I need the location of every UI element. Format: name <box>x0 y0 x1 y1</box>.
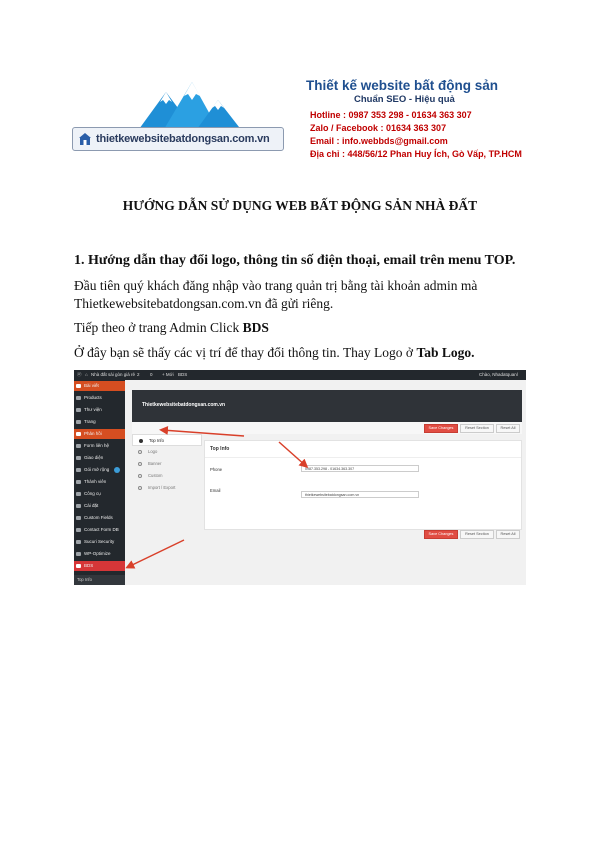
paragraph-tab-logo: Ở đây bạn sẽ thấy các vị trí để thay đổi thông tin. Thay Logo ở Tab Logo. <box>74 345 475 360</box>
bds-emphasis: BDS <box>242 320 269 335</box>
wordpress-icon[interactable]: ⓦ <box>77 372 82 377</box>
paragraph-admin-click: Tiếp theo ở trang Admin Click BDS <box>74 320 269 335</box>
sidebar-item[interactable]: Custom Fields <box>74 513 125 523</box>
save-changes-button-bottom[interactable]: Save Changes <box>424 530 458 539</box>
comments-count[interactable]: 0 <box>150 372 153 377</box>
sidebar-item[interactable]: Công cụ <box>74 489 125 499</box>
header-hotline: Hotline : 0987 353 298 - 01634 363 307 <box>310 110 472 120</box>
site-badge <box>72 127 284 151</box>
phone-label: Phone <box>210 467 223 472</box>
tab-logo[interactable]: Logo <box>132 446 202 458</box>
tab-banner[interactable]: Banner <box>132 458 202 470</box>
section-heading: 1. Hướng dẫn thay đổi logo, thông tin số điện thoại, email trên menu TOP. <box>74 253 516 268</box>
annotation-arrows <box>74 370 526 585</box>
sidebar-item[interactable]: Trang <box>74 417 125 427</box>
admin-screenshot <box>74 370 526 585</box>
home-icon: ⌂ <box>85 372 88 377</box>
reset-section-button[interactable]: Reset Section <box>460 424 494 433</box>
header-address: Địa chỉ : 448/56/12 Phan Huy Ích, Gò Vấp, TP.HCM <box>310 149 522 159</box>
house-icon <box>78 132 92 146</box>
arrow-to-phone-input <box>279 442 306 466</box>
bottom-tab[interactable]: Top Info <box>74 575 125 585</box>
adminbar-site[interactable]: Nhà đất sài gòn giá rẻ <box>91 372 136 377</box>
arrow-to-top-info-tab <box>162 430 244 436</box>
document-title: HƯỚNG DẪN SỬ DỤNG WEB BẤT ĐỘNG SẢN NHÀ ĐẤT <box>122 198 478 213</box>
tab-import-export[interactable]: Import / Export <box>132 482 202 494</box>
card-title: Top Info <box>210 446 230 452</box>
reset-all-button[interactable]: Reset All <box>496 424 520 433</box>
email-label: Email <box>210 488 221 493</box>
updates-count[interactable]: 2 <box>137 372 140 377</box>
sidebar-item[interactable]: Bài viết <box>74 381 125 391</box>
sidebar-item[interactable]: WP-Optimize <box>74 549 125 559</box>
header-title: Thiết kế website bất động sản <box>306 78 499 93</box>
save-changes-button[interactable]: Save Changes <box>424 424 458 433</box>
sidebar-item[interactable]: Phản hồi <box>74 429 125 439</box>
sidebar-item[interactable]: Cài đặt <box>74 501 125 511</box>
sidebar-item[interactable]: Sucuri Security <box>74 537 125 547</box>
adminbar-greeting[interactable]: Chào, Nhadatquanl <box>479 372 518 377</box>
sidebar-item[interactable]: Products <box>74 393 125 403</box>
sidebar-item[interactable]: Giao diện <box>74 453 125 463</box>
adminbar-bds[interactable]: BDS <box>178 372 188 377</box>
email-input[interactable]: thietkewebsitebatdongsan.com.vn <box>301 491 419 498</box>
header-email: Email : info.webbds@gmail.com <box>310 136 448 146</box>
phone-input[interactable]: 0987.353.298 - 01634.363.307 <box>301 465 419 472</box>
panel-title: Thietkewebsitebatdongsan.com.vn <box>142 402 226 408</box>
paragraph-line: Đầu tiên quý khách đăng nhập vào trang quản trị bằng tài khoản admin mà <box>74 278 478 293</box>
adminbar-new[interactable]: + Mới <box>162 372 174 377</box>
sidebar-item[interactable]: BDS <box>74 561 125 571</box>
sidebar-item[interactable]: Contact Form DB <box>74 525 125 535</box>
tab-top-info[interactable]: Top Info <box>132 434 202 446</box>
sidebar-item[interactable]: Gói mở rộng <box>74 465 125 475</box>
paragraph-line: Thietkewebsitebatdongsan.com.vn đã gửi riêng. <box>74 296 334 311</box>
tab-logo-emphasis: Tab Logo. <box>416 345 475 360</box>
arrow-to-bds-menu <box>128 540 184 567</box>
sidebar-item[interactable]: Thành viên <box>74 477 125 487</box>
sidebar-item[interactable]: Form liên hệ <box>74 441 125 451</box>
header-subtitle: Chuẩn SEO - Hiệu quả <box>354 94 455 105</box>
sidebar-item[interactable]: Thư viện <box>74 405 125 415</box>
header-zalo: Zalo / Facebook : 01634 363 307 <box>310 123 447 133</box>
reset-section-button-bottom[interactable]: Reset Section <box>460 530 494 539</box>
tab-custom[interactable]: Custom <box>132 470 202 482</box>
site-badge-text: thietkewebsitebatdongsan.com.vn <box>96 133 270 145</box>
reset-all-button-bottom[interactable]: Reset All <box>496 530 520 539</box>
